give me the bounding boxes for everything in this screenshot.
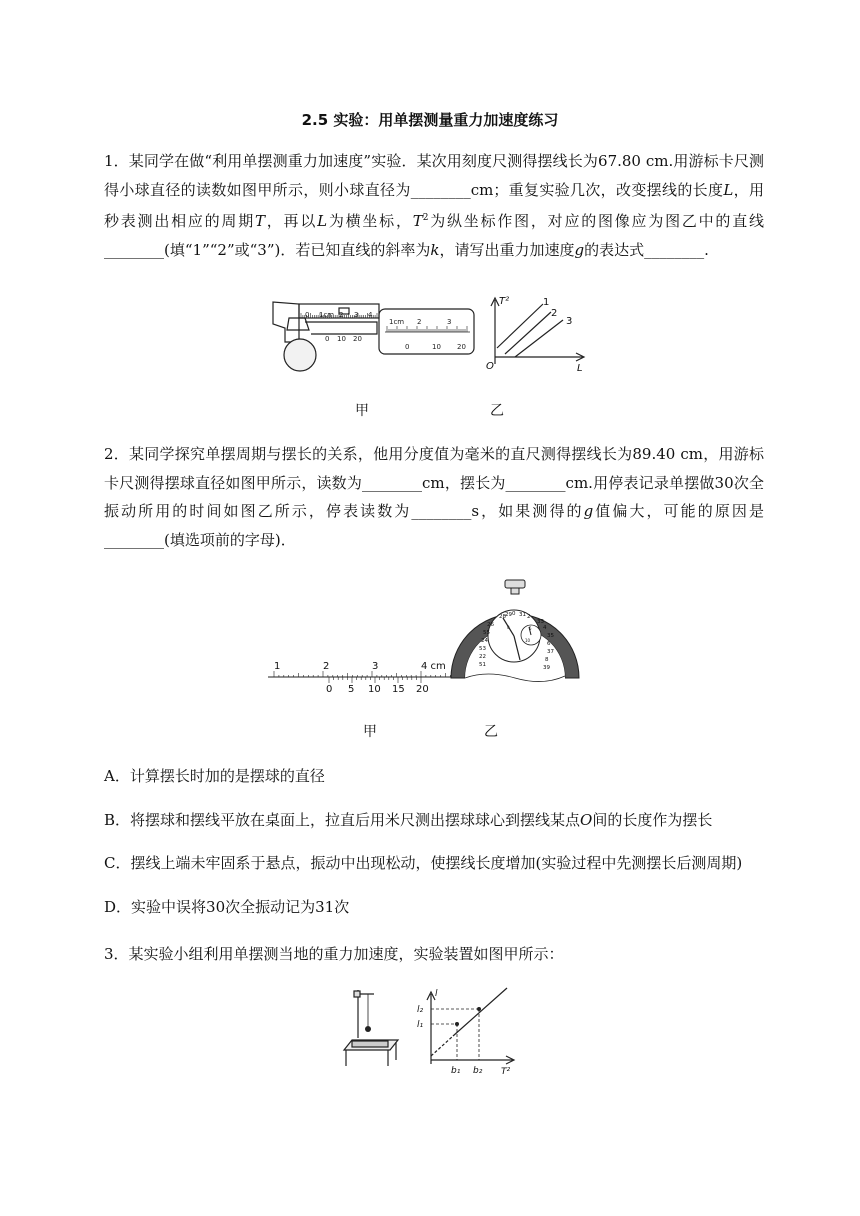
svg-text:10: 10: [525, 638, 531, 643]
svg-text:3: 3: [566, 316, 573, 327]
question-1: 1．某同学在做“利用单摆测重力加速度”实验．某次用刻度尺测得摆线长为67.80 cm.用游标卡尺测得小球直径的读数如图甲所示，则小球直径为________cm；重复实验几次，改变摆线的长度L，用秒表测出相应的周期T，再以L为横坐标，$T^2$为纵坐标作图，对应的图像应为图乙中的直线________(填“1”“2”或“3”)．若已知直线的斜率为k，请写出重力加速度g的表达式________.: [104, 152, 764, 259]
svg-text:6: 6: [547, 641, 551, 647]
svg-text:0: 0: [305, 311, 310, 319]
option-c: C．摆线上端未牢固系于悬点，振动中出现松动，使摆线长度增加(实验过程中先测摆长后测周期): [104, 854, 743, 872]
svg-text:1cm: 1cm: [319, 311, 335, 319]
svg-text:b₁: b₁: [451, 1066, 461, 1076]
svg-text:20: 20: [416, 684, 429, 695]
option-b: B．将摆球和摆线平放在桌面上，拉直后用米尺测出摆球球心到摆线某点O间的长度作为摆长: [104, 811, 713, 829]
svg-text:3: 3: [447, 318, 452, 326]
svg-text:2: 2: [339, 311, 344, 319]
page-title: 2.5 实验：用单摆测量重力加速度练习: [301, 111, 559, 129]
svg-text:5: 5: [529, 626, 532, 631]
fig-caption-jia: 甲: [355, 403, 369, 419]
svg-text:37: 37: [547, 649, 554, 655]
svg-text:51: 51: [479, 662, 486, 668]
svg-text:3: 3: [354, 311, 359, 319]
option-d: D．实验中误将30次全振动记为31次: [104, 898, 350, 916]
svg-text:22: 22: [479, 654, 486, 660]
svg-text:0: 0: [405, 343, 410, 351]
svg-text:10: 10: [432, 343, 441, 351]
svg-text:l: l: [435, 989, 438, 999]
svg-text:2: 2: [551, 308, 558, 319]
svg-text:1: 1: [543, 297, 550, 308]
svg-text:1: 1: [274, 661, 281, 672]
fig-caption-yi: 乙: [490, 403, 504, 419]
svg-text:8: 8: [545, 657, 549, 663]
t2-l-graph: [483, 292, 593, 374]
option-a: A．计算摆长时加的是摆球的直径: [104, 767, 325, 785]
svg-text:4: 4: [543, 625, 547, 631]
svg-text:2: 2: [323, 661, 330, 672]
svg-text:l₁: l₁: [417, 1020, 424, 1030]
question-2: 2．某同学探究单摆周期与摆长的关系，他用分度值为毫米的直尺测得摆线长为89.40 cm，用游标卡尺测得摆球直径如图甲所示，读数为________cm，摆长为________cm.用停表记录单摆做30次全振动所用的时间如图乙所示，停表读数为________s，如果测得的g值偏大，可能的原因是________(填选项前的字母)．: [104, 445, 764, 549]
svg-text:53: 53: [479, 646, 486, 652]
svg-text:b₂: b₂: [473, 1066, 483, 1076]
svg-text:31: 31: [519, 612, 526, 618]
svg-text:24: 24: [481, 638, 488, 644]
svg-text:0: 0: [325, 335, 330, 343]
svg-text:10: 10: [337, 335, 346, 343]
svg-text:4: 4: [368, 311, 373, 319]
svg-text:55: 55: [483, 630, 490, 636]
svg-text:20: 20: [353, 335, 362, 343]
svg-text:39: 39: [543, 665, 550, 671]
svg-text:4 cm: 4 cm: [421, 661, 446, 672]
svg-text:3: 3: [372, 661, 379, 672]
caliper-figure: [265, 294, 480, 374]
svg-text:35: 35: [547, 633, 554, 639]
pendulum-apparatus-figure: [338, 986, 408, 1070]
svg-text:28: 28: [499, 614, 506, 620]
svg-text:0: 0: [512, 611, 516, 617]
vernier-ruler-figure: [266, 655, 456, 695]
svg-text:29: 29: [505, 612, 512, 618]
svg-text:5: 5: [348, 684, 355, 695]
svg-text:20: 20: [457, 343, 466, 351]
svg-text:O: O: [486, 361, 494, 372]
svg-text:26: 26: [487, 622, 494, 628]
fig2-caption-jia: 甲: [363, 724, 377, 740]
svg-text:10: 10: [368, 684, 381, 695]
svg-text:1cm: 1cm: [389, 318, 405, 326]
stopwatch-figure: [447, 578, 582, 686]
svg-text:L: L: [577, 363, 583, 374]
svg-text:T²: T²: [499, 296, 510, 307]
svg-text:2: 2: [417, 318, 422, 326]
fig2-caption-yi: 乙: [484, 724, 498, 740]
svg-text:33: 33: [537, 619, 544, 625]
question-3: 3．某实验小组利用单摆测当地的重力加速度，实验装置如图甲所示：: [104, 945, 564, 963]
l-t2-graph: [413, 984, 521, 1078]
svg-text:15: 15: [392, 684, 405, 695]
svg-text:l₂: l₂: [417, 1005, 424, 1015]
svg-text:T²: T²: [501, 1067, 511, 1077]
svg-text:0: 0: [507, 625, 510, 630]
svg-text:2: 2: [527, 614, 531, 620]
svg-text:0: 0: [326, 684, 333, 695]
